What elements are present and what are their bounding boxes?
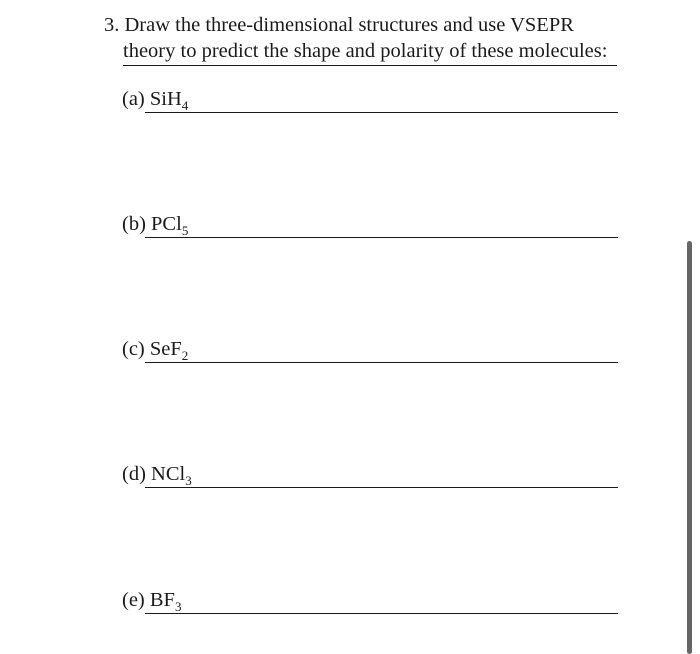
answer-line-d: [145, 487, 618, 488]
item-e-formula: (e) BF: [122, 589, 175, 611]
item-d: [122, 460, 618, 488]
vertical-scrollbar[interactable]: [687, 241, 692, 654]
item-b-subscript: 5: [181, 223, 189, 238]
item-e: [122, 586, 618, 614]
answer-line-e: [145, 613, 618, 614]
item-c-formula: (c) SeF: [122, 338, 182, 360]
item-d-label: [122, 460, 192, 488]
item-c-label: [122, 335, 188, 363]
item-d-formula: (d) NCl: [122, 463, 186, 485]
item-c: [122, 335, 618, 363]
question-line-1: [104, 12, 624, 38]
item-a: [122, 85, 618, 113]
question-text-line-2: theory to predict the shape and polarity of these molecules:: [123, 38, 617, 66]
question-number: 3.: [104, 14, 120, 36]
item-d-subscript: 3: [185, 473, 192, 488]
item-b-formula: (b) PCl: [122, 213, 182, 235]
item-a-formula: (a) SiH: [122, 88, 182, 110]
item-b: [122, 210, 618, 238]
answer-line-b: [145, 237, 618, 238]
item-a-label: [122, 85, 188, 113]
question-text-line-1: Draw the three-dimensional structures and use VSEPR: [124, 14, 574, 36]
answer-line-a: [145, 112, 618, 113]
item-e-label: [122, 586, 181, 614]
answer-line-c: [145, 362, 618, 363]
item-b-label: [122, 210, 188, 238]
item-c-subscript: 2: [181, 348, 189, 363]
item-e-subscript: 3: [174, 599, 182, 614]
question-block: [104, 12, 624, 66]
item-a-subscript: 4: [181, 98, 189, 113]
